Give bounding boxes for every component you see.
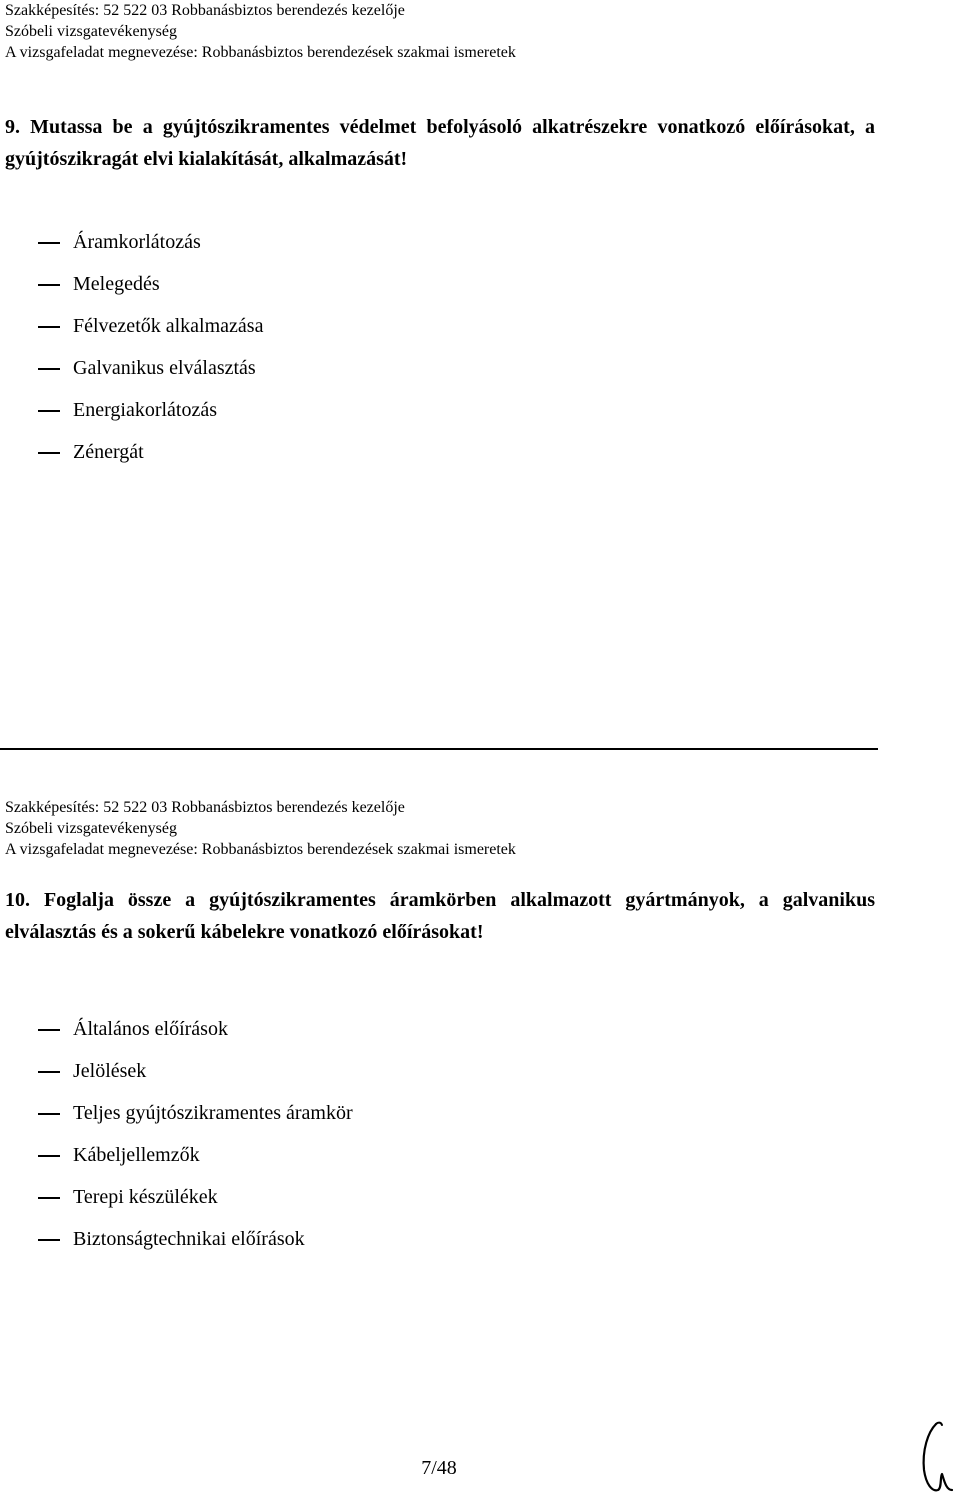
page-header-bottom	[5, 797, 516, 860]
signature-mark	[918, 1418, 956, 1500]
question-10: 10. Foglalja össze a gyújtószikramentes áramkörben alkalmazott gyártmányok, a galvanikus elválasztás és a sokerű kábelekre vonatkozó előírásokat!	[5, 889, 875, 943]
answer-list-9	[38, 221, 263, 473]
list-item: Jelölések	[38, 1050, 353, 1092]
dash-bullet-icon	[38, 1071, 60, 1073]
list-item: Áramkorlátozás	[38, 221, 263, 263]
question-9: 9. Mutassa be a gyújtószikramentes védelmet befolyásoló alkatrészekre vonatkozó előírásokat, a gyújtószikragát elvi kialakítását, alkalmazását!	[5, 116, 875, 170]
page-header-top	[5, 0, 516, 63]
list-item: Energiakorlátozás	[38, 389, 263, 431]
dash-bullet-icon	[38, 1197, 60, 1199]
dash-bullet-icon	[38, 368, 60, 370]
answer-list-10	[38, 1008, 353, 1260]
list-item: Biztonságtechnikai előírások	[38, 1218, 353, 1260]
page-divider	[0, 748, 878, 750]
qualification-line: Szakképesítés: 52 522 03 Robbanásbiztos berendezés kezelője	[5, 799, 405, 816]
dash-bullet-icon	[38, 326, 60, 328]
dash-bullet-icon	[38, 242, 60, 244]
dash-bullet-icon	[38, 1029, 60, 1031]
activity-line: Szóbeli vizsgatevékenység	[5, 820, 177, 837]
list-item: Terepi készülékek	[38, 1176, 353, 1218]
dash-bullet-icon	[38, 1113, 60, 1115]
list-item: Melegedés	[38, 263, 263, 305]
list-item: Kábeljellemzők	[38, 1134, 353, 1176]
dash-bullet-icon	[38, 284, 60, 286]
dash-bullet-icon	[38, 1239, 60, 1241]
list-item: Zénergát	[38, 431, 263, 473]
page-number: 7/48	[421, 1457, 457, 1479]
qualification-line: Szakképesítés: 52 522 03 Robbanásbiztos berendezés kezelője	[5, 2, 405, 19]
list-item: Galvanikus elválasztás	[38, 347, 263, 389]
task-title-line: A vizsgafeladat megnevezése: Robbanásbiztos berendezések szakmai ismeretek	[5, 841, 516, 858]
list-item: Általános előírások	[38, 1008, 353, 1050]
dash-bullet-icon	[38, 1155, 60, 1157]
list-item: Félvezetők alkalmazása	[38, 305, 263, 347]
list-item: Teljes gyújtószikramentes áramkör	[38, 1092, 353, 1134]
dash-bullet-icon	[38, 410, 60, 412]
activity-line: Szóbeli vizsgatevékenység	[5, 23, 177, 40]
task-title-line: A vizsgafeladat megnevezése: Robbanásbiztos berendezések szakmai ismeretek	[5, 44, 516, 61]
dash-bullet-icon	[38, 452, 60, 454]
